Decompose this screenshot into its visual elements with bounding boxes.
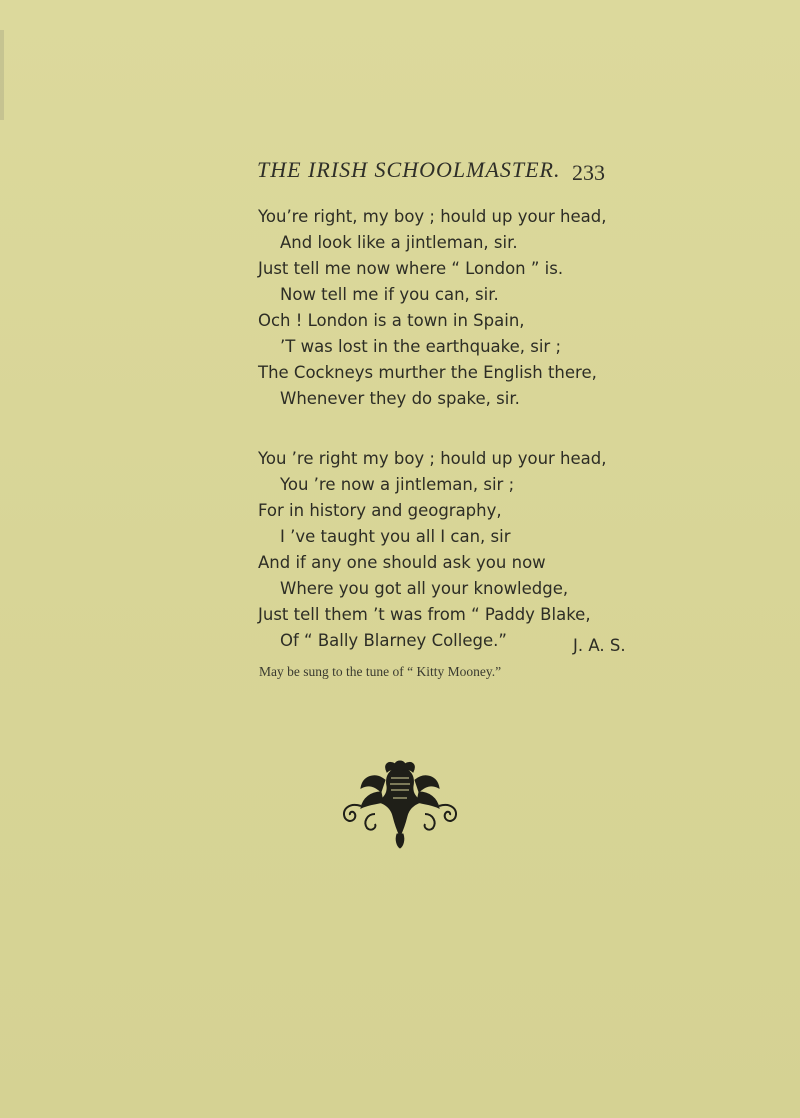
poem-line: The Cockneys murther the English there, bbox=[258, 363, 597, 382]
poem-line: Just tell me now where “ London ” is. bbox=[258, 259, 564, 278]
poem-line: I ’ve taught you all I can, sir bbox=[280, 527, 511, 546]
poem-line: Just tell them ’t was from “ Paddy Blake, bbox=[258, 605, 591, 624]
poem-line: ’T was lost in the earthquake, sir ; bbox=[280, 337, 562, 356]
poem-stanza-2 bbox=[258, 446, 607, 654]
author-signature: J. A. S. bbox=[573, 636, 626, 655]
tune-footnote: May be sung to the tune of “ Kitty Mooney.” bbox=[259, 664, 502, 679]
poem-line: And if any one should ask you now bbox=[258, 553, 546, 572]
poem-stanza-1 bbox=[258, 204, 607, 412]
poem-line: You ’re now a jintleman, sir ; bbox=[280, 475, 515, 494]
poem-line: And look like a jintleman, sir. bbox=[280, 233, 518, 252]
poem-line: Now tell me if you can, sir. bbox=[280, 285, 499, 304]
poem-line: For in history and geography, bbox=[258, 501, 502, 520]
poem-line: Whenever they do spake, sir. bbox=[280, 389, 520, 408]
poem-line: Och ! London is a town in Spain, bbox=[258, 311, 525, 330]
page-number: 233 bbox=[572, 160, 605, 185]
poem-line: You’re right, my boy ; hould up your head, bbox=[258, 207, 607, 226]
poem-line: Where you got all your knowledge, bbox=[280, 579, 569, 598]
poem-line: Of “ Bally Blarney College.” bbox=[280, 631, 507, 650]
floral-tailpiece-ornament-icon bbox=[335, 758, 465, 850]
page-edge-shadow bbox=[0, 30, 4, 120]
poem-line: You ’re right my boy ; hould up your head, bbox=[258, 449, 607, 468]
running-header-title: THE IRISH SCHOOLMASTER. bbox=[257, 157, 561, 182]
